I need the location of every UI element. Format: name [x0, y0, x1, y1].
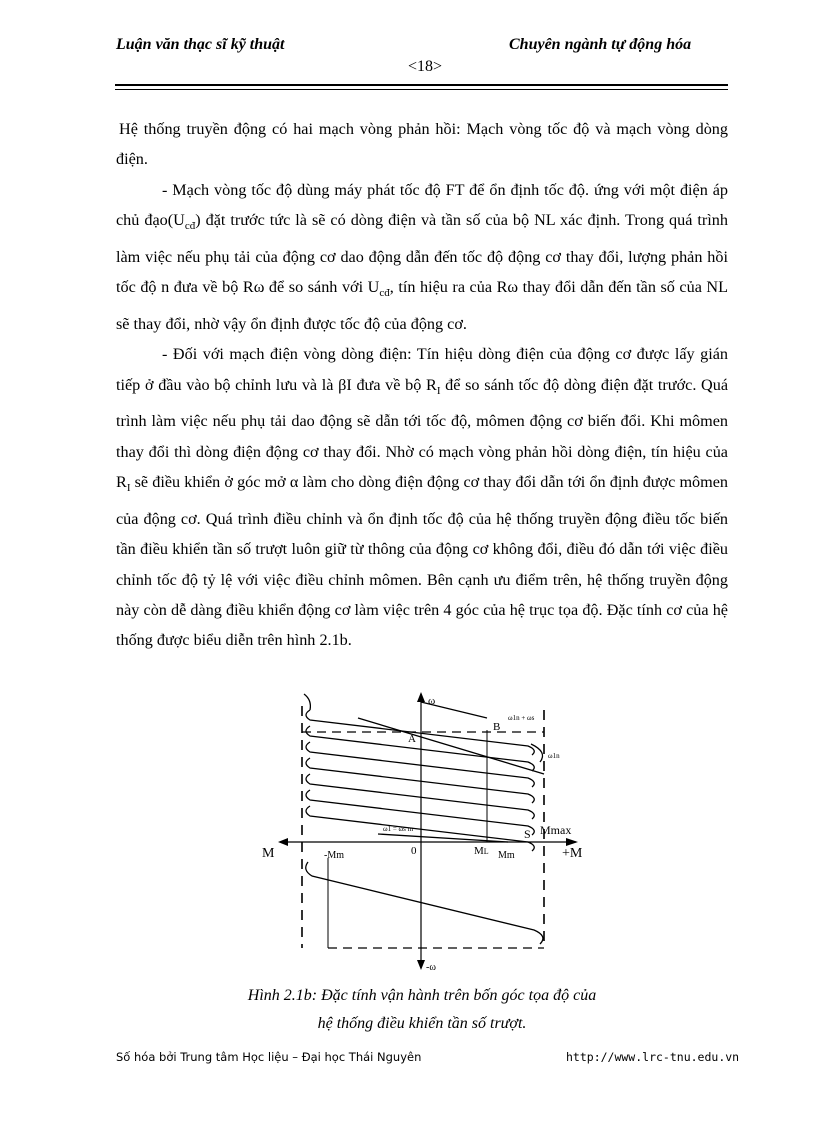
figure-caption — [116, 982, 728, 1038]
neg-omega-arrowhead — [417, 960, 425, 970]
paragraph-current-loop: - Đối với mạch điện vòng dòng điện: Tín hiệu dòng điện của động cơ được lấy gián tiếp ở đầu vào bộ chỉnh lưu và là βI đưa về bộ $R_I$ để so sánh tốc độ dòng điện đặt trước. Quá trình làm việc nếu phụ tải dao động sẽ dẫn tới tốc độ, mômen động cơ biến đổi. Khi mômen thay đổi thì dòng điện động cơ thay đổi. Nhờ có mạch vòng phản hồi dòng điện, tín hiệu của $R_I$ sẽ điều khiển ở góc mở α làm cho dòng điện động cơ thay đổi dẫn tới ổn định được mômen của động cơ. Quá trình điều chỉnh và ổn định tốc độ của hệ thống truyền động điều tốc biến tần điều khiển tần số trượt luôn giữ từ thông của động cơ không đổi, điều đó dẫn tới việc điều chỉnh tốc độ tỷ lệ với việc điều chỉnh mômen. Bên cạnh ưu điểm trên, hệ thống truyền động này còn dễ dàng điều khiển động cơ làm việc trên 4 góc của hệ trục tọa độ. Đặc tính cơ của hệ thống được biểu diễn trên hình 2.1b. — [116, 345, 729, 650]
caption-line-1: Hình 2.1b: Đặc tính vận hành trên bốn góc tọa độ của — [247, 987, 597, 1004]
label-ML: ML — [474, 845, 489, 857]
label-omega-sm: ω1 = ωs m — [383, 825, 414, 833]
footer-digitized-by: Số hóa bởi Trung tâm Học liệu – Đại học Thái Nguyên — [116, 1050, 422, 1064]
left-top-hook — [304, 694, 310, 710]
label-M-left: M — [262, 846, 275, 861]
label-zero: 0 — [411, 845, 417, 857]
label-A: A — [408, 733, 416, 745]
label-neg-Mm: -Mm — [324, 850, 344, 861]
four-quadrant-characteristic-diagram — [258, 690, 588, 974]
line-through-A — [358, 718, 544, 774]
header-rule-thick — [115, 84, 728, 86]
omega-sm-line — [378, 834, 508, 842]
label-Mm: Mm — [498, 850, 515, 861]
paragraph-feedback-loops: Hệ thống truyền động có hai mạch vòng phản hồi: Mạch vòng tốc độ và mạch vòng dòng điện. — [116, 120, 728, 169]
curve-lower — [306, 862, 543, 944]
header-thesis-title: Luận văn thạc sĩ kỹ thuật — [116, 36, 285, 53]
label-omega1n-plus-omegas: ω1n + ωs — [508, 714, 535, 722]
label-S: S — [524, 827, 531, 841]
label-omega: ω — [428, 695, 436, 707]
label-Mmax: Mmax — [540, 823, 572, 837]
caption-line-2: hệ thống điều khiển tần số trượt. — [317, 1015, 527, 1032]
footer-url[interactable]: http://www.lrc-tnu.edu.vn — [566, 1050, 740, 1064]
m-right-arrowhead — [566, 838, 578, 846]
label-neg-omega: -ω — [426, 962, 436, 973]
m-left-arrowhead — [278, 838, 288, 846]
page-number: <18> — [407, 58, 443, 75]
label-omega1n: ω1n — [548, 752, 560, 760]
label-M-right: +M — [562, 846, 583, 861]
paragraph-speed-loop: - Mạch vòng tốc độ dùng máy phát tốc độ FT để ổn định tốc độ. ứng với một điện áp chủ $đạo(U_{cđ})$ đặt trước tức là sẽ có dòng điện và tần số của bộ NL xác định. Trong quá trình làm việc nếu phụ tải của động cơ dao động dẫn đến tốc độ động cơ thay đổi, lượng phản hồi tốc độ n đưa về bộ Rω để so sánh với $U_{cđ}$, tín hiệu ra của Rω thay đổi dẫn đến tần số của NL sẽ thay đổi, nhờ vậy ổn định được tốc độ của động cơ. — [116, 180, 729, 333]
right-top-hook — [531, 744, 543, 762]
label-B: B — [493, 721, 501, 733]
omega-arrowhead — [417, 692, 425, 702]
header-rule-thin — [115, 89, 728, 90]
header-major: Chuyên ngành tự động hóa — [509, 36, 692, 53]
body-text — [116, 114, 728, 656]
